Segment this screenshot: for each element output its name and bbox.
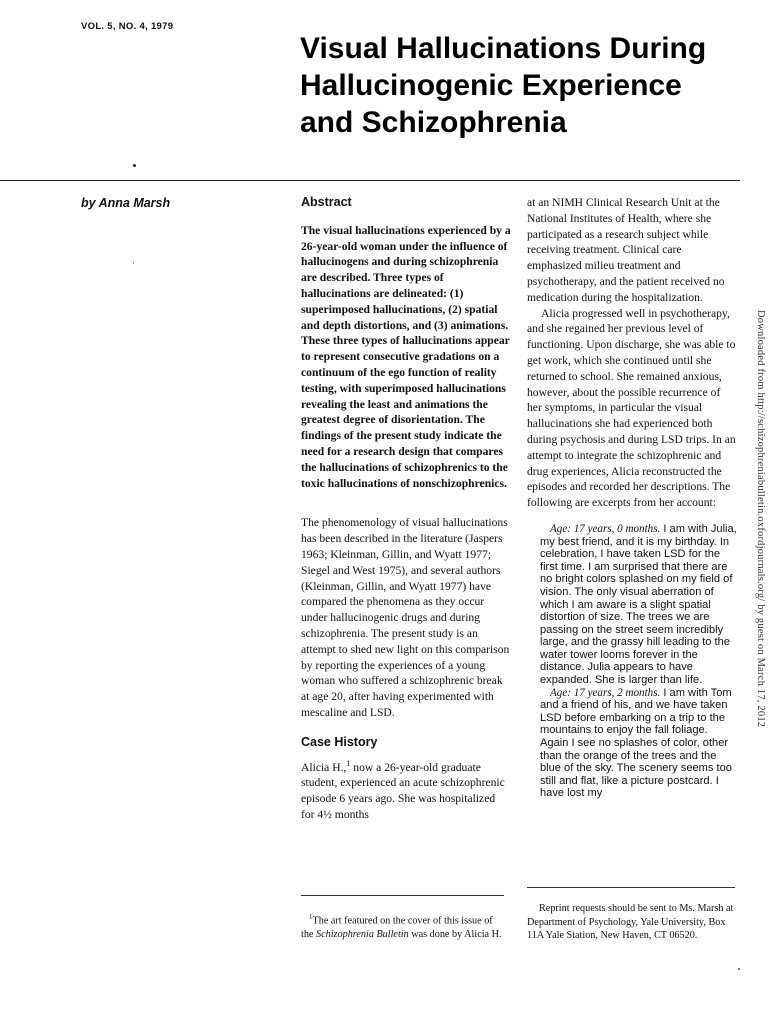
volume-label: VOL. 5, NO. 4, 1979 (81, 21, 174, 32)
footnote-text (301, 911, 504, 941)
reprint-note (527, 902, 737, 943)
abstract-heading: Abstract (301, 195, 352, 209)
header-rule (0, 180, 740, 181)
excerpt-block (540, 523, 737, 800)
excerpt-age: Age: 17 years, 0 months. (550, 522, 661, 535)
decorative-dot (133, 164, 136, 167)
left-text-column (301, 195, 511, 823)
footnote-rule (301, 895, 504, 896)
excerpt-age: Age: 17 years, 2 months. (550, 686, 661, 699)
excerpt-entry (540, 687, 737, 800)
footnote-journal: Schizophrenia Bulletin (316, 928, 409, 940)
case-history-text-start: Alicia H., (301, 760, 347, 774)
scan-speck (738, 968, 740, 970)
abstract-text: The visual hallucinations experienced by a 26-year-old woman under the influence of hallucinogens and during schizophrenia are described. Three types of hallucinations are delineated: (1) superimposed hallucinations, (2) spatial and depth distortions, and (3) animations. These three types of hallucinations appear to represent consecutive gradations on a continuum of the ego function of reality testing, with superimposed hallucinations revealing the least and animations the greatest degree of disorientation. The findings of the present study indicate the need for a research design that compares the hallucinations of schizophrenics to the toxic hallucinations of nonschizophrenics. (301, 223, 511, 490)
case-history-text-rest: now a 26-year-old graduate student, experienced an acute schizophrenic episode 6 years ago. She was hospitalized for 4½ months (301, 760, 505, 821)
excerpt-entry (540, 523, 737, 687)
col2-paragraph-1: at an NIMH Clinical Research Unit at the National Institutes of Health, where she participated as a research subject while receiving treatment. Clinical care emphasized milieu treatment and psychotherapy, and the patient received no medication during the hospitalization. (527, 196, 725, 304)
col2-paragraph-2: Alicia progressed well in psychotherapy, and she regained her previous level of functioning. Upon discharge, she was able to get work, which she continued until she returned to school. She remained anxious, however, about the possible recurrence of her symptoms, in particular the visual hallucinations she had experienced both during psychosis and during LSD trips. In an attempt to integrate the schizophrenic and drug experiences, Alicia reconstructed the episodes and recorded her descriptions. The following are excerpts from her account: (527, 306, 736, 510)
author-byline: by Anna Marsh (81, 196, 171, 210)
reprint-text: Reprint requests should be sent to Ms. Marsh at Department of Psychology, Yale University, Box 11A Yale Station, New Haven, CT 06520. (527, 903, 734, 941)
scan-speck (133, 262, 134, 264)
reprint-rule (527, 887, 735, 888)
article-title: Visual Hallucinations During Hallucinogenic Experience and Schizophrenia (300, 32, 707, 139)
footnote (301, 911, 504, 941)
excerpt-text: I am with Tom and a friend of his, and we have taken LSD before embarking on a trip to the mountains to enjoy the fall foliage. Again I see no splashes of color, other than the orange of the trees and the blue of the sky. The scenery seems too still and flat, like a picture postcard. I have lost my (540, 686, 732, 800)
case-history-heading: Case History (301, 734, 378, 749)
download-watermark: Downloaded from http://schizophreniabulletin.oxfordjournals.org/ by guest on March 17, 2012 (755, 310, 766, 728)
footnote-marker: 1 (346, 758, 351, 768)
right-text-column (527, 195, 737, 800)
intro-paragraph: The phenomenology of visual hallucinations has been described in the literature (Jaspers 1963; Kleinman, Gillin, and Wyatt 1977; Siegel and West 1975), and several authors (Kleinman, Gillin, and Wyatt 1977) have compared the phenomena as they occur under hallucinogenic drugs and during schizophrenia. The present study is an attempt to shed new light on this comparison by reporting the experiences of a young woman who suffered a schizophrenic break at age 20, after having experimented with mescaline and LSD. (301, 516, 510, 719)
case-history-paragraph (301, 756, 511, 823)
excerpt-text: I am with Julia, my best friend, and it is my birthday. In celebration, I have taken LSD for the first time. I am surprised that there are no bright colors splashed on my field of vision. The only visual aberration of which I am aware is a slight spatial distortion of size. The trees we are passing on the street seem incredibly large, and the grassy hill leading to the water tower looms forever in the distance. Julia appears to have expanded. She is larger than life. (540, 522, 737, 687)
footnote-before: The art featured on the cover of this issue of the (301, 915, 493, 940)
footnote-number: 1 (309, 913, 313, 921)
footnote-after: was done by Alicia H. (408, 928, 502, 940)
